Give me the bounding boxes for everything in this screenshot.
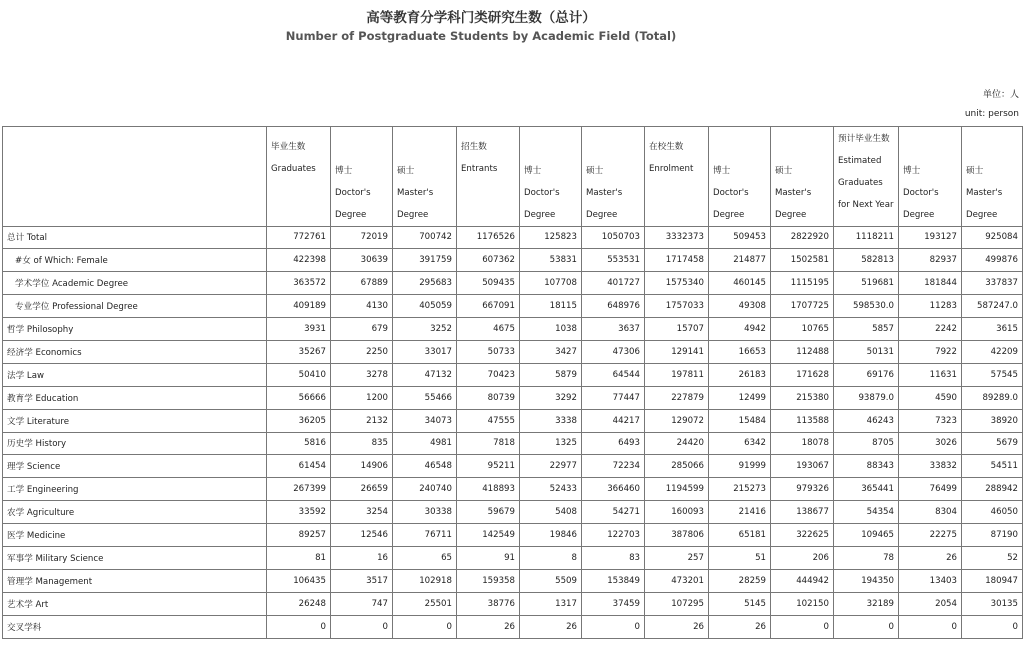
- table-cell: 129072: [645, 409, 709, 432]
- table-cell: 3517: [331, 569, 393, 592]
- table-cell: 227879: [645, 386, 709, 409]
- table-row: [3, 592, 1023, 615]
- table-cell: 69176: [834, 363, 899, 386]
- header-entrants-master: 硕士 Master's Degree: [582, 159, 645, 227]
- table-cell: 925084: [962, 226, 1023, 249]
- table-cell: 26: [899, 546, 962, 569]
- table-row: [3, 409, 1023, 432]
- table-cell: 54354: [834, 501, 899, 524]
- table-cell: 50410: [267, 363, 331, 386]
- table-cell: 240740: [393, 478, 457, 501]
- table-cell: 193067: [771, 455, 834, 478]
- table-cell: 607362: [457, 249, 520, 272]
- table-cell: 3332373: [645, 226, 709, 249]
- table-cell: 582813: [834, 249, 899, 272]
- table-cell: 107708: [520, 272, 582, 295]
- table-cell: 26248: [267, 592, 331, 615]
- table-cell: 81: [267, 546, 331, 569]
- table-cell: 0: [834, 615, 899, 638]
- table-cell: 44217: [582, 409, 645, 432]
- row-label: 经济学 Economics: [3, 340, 267, 363]
- table-cell: 772761: [267, 226, 331, 249]
- table-cell: 365441: [834, 478, 899, 501]
- table-cell: 4942: [709, 318, 771, 341]
- row-label: 医学 Medicine: [3, 524, 267, 547]
- table-cell: 53831: [520, 249, 582, 272]
- table-cell: 1200: [331, 386, 393, 409]
- header-enrolment-master: 硕士 Master's Degree: [771, 159, 834, 227]
- table-cell: 46548: [393, 455, 457, 478]
- table-cell: 67889: [331, 272, 393, 295]
- table-row: [3, 272, 1023, 295]
- table-cell: 50131: [834, 340, 899, 363]
- table-cell: 46050: [962, 501, 1023, 524]
- table-cell: 59679: [457, 501, 520, 524]
- row-label: 哲学 Philosophy: [3, 318, 267, 341]
- table-cell: 180947: [962, 569, 1023, 592]
- table-cell: 24420: [645, 432, 709, 455]
- table-row: [3, 386, 1023, 409]
- table-cell: 26659: [331, 478, 393, 501]
- header-enrolment-doctor: 博士 Doctor's Degree: [709, 159, 771, 227]
- table-cell: 76499: [899, 478, 962, 501]
- table-cell: 206: [771, 546, 834, 569]
- table-cell: 667091: [457, 295, 520, 318]
- page-title: 高等教育分学科门类研究生数（总计）: [366, 10, 596, 26]
- table-cell: 1176526: [457, 226, 520, 249]
- table-cell: 65: [393, 546, 457, 569]
- table-cell: 295683: [393, 272, 457, 295]
- table-cell: 13403: [899, 569, 962, 592]
- row-label: 法学 Law: [3, 363, 267, 386]
- header-next-master: 硕士 Master's Degree: [962, 159, 1023, 227]
- table-cell: 70423: [457, 363, 520, 386]
- table-cell: 1502581: [771, 249, 834, 272]
- row-label: 教育学 Education: [3, 386, 267, 409]
- table-row: [3, 524, 1023, 547]
- row-label: 艺术学 Art: [3, 592, 267, 615]
- page-subtitle: Number of Postgraduate Students by Academic Field (Total): [285, 29, 677, 43]
- table-cell: 19846: [520, 524, 582, 547]
- table-cell: 4590: [899, 386, 962, 409]
- table-cell: 8304: [899, 501, 962, 524]
- table-row: [3, 478, 1023, 501]
- table-cell: 32189: [834, 592, 899, 615]
- table-cell: 12546: [331, 524, 393, 547]
- table-cell: 835: [331, 432, 393, 455]
- table-cell: 28259: [709, 569, 771, 592]
- row-label: 学术学位 Academic Degree: [3, 272, 267, 295]
- table-cell: 3254: [331, 501, 393, 524]
- table-cell: 35267: [267, 340, 331, 363]
- row-label: #女 of Which: Female: [3, 249, 267, 272]
- table-cell: 88343: [834, 455, 899, 478]
- table-cell: 6342: [709, 432, 771, 455]
- table-cell: 1575340: [645, 272, 709, 295]
- table-cell: 4130: [331, 295, 393, 318]
- table-cell: 22275: [899, 524, 962, 547]
- postgraduate-stats-table: [2, 126, 1023, 639]
- table-cell: 197811: [645, 363, 709, 386]
- table-cell: 11283: [899, 295, 962, 318]
- table-cell: 679: [331, 318, 393, 341]
- table-cell: 61454: [267, 455, 331, 478]
- table-cell: 499876: [962, 249, 1023, 272]
- table-row: [3, 455, 1023, 478]
- table-cell: 38920: [962, 409, 1023, 432]
- header-graduates-master-top: [393, 127, 457, 159]
- row-label: 总计 Total: [3, 226, 267, 249]
- table-cell: 1115195: [771, 272, 834, 295]
- table-cell: 460145: [709, 272, 771, 295]
- table-row: [3, 432, 1023, 455]
- table-cell: 1194599: [645, 478, 709, 501]
- table-cell: 159358: [457, 569, 520, 592]
- table-cell: 3427: [520, 340, 582, 363]
- header-graduates-doctor-top: [331, 127, 393, 159]
- table-cell: 363572: [267, 272, 331, 295]
- table-cell: 509435: [457, 272, 520, 295]
- table-header: [3, 127, 1023, 227]
- table-cell: 3338: [520, 409, 582, 432]
- table-cell: 215273: [709, 478, 771, 501]
- table-cell: 322625: [771, 524, 834, 547]
- table-cell: 129141: [645, 340, 709, 363]
- table-cell: 337837: [962, 272, 1023, 295]
- table-cell: 21416: [709, 501, 771, 524]
- table-cell: 33832: [899, 455, 962, 478]
- header-next-doctor: 博士 Doctor's Degree: [899, 159, 962, 227]
- table-cell: 1038: [520, 318, 582, 341]
- table-cell: 6493: [582, 432, 645, 455]
- row-label: 工学 Engineering: [3, 478, 267, 501]
- header-graduates: 毕业生数 Graduates: [267, 127, 331, 227]
- table-cell: 16653: [709, 340, 771, 363]
- table-cell: 33592: [267, 501, 331, 524]
- table-cell: 26183: [709, 363, 771, 386]
- table-cell: 4981: [393, 432, 457, 455]
- table-cell: 37459: [582, 592, 645, 615]
- table-cell: 33017: [393, 340, 457, 363]
- table-cell: 215380: [771, 386, 834, 409]
- table-cell: 26: [520, 615, 582, 638]
- table-cell: 1325: [520, 432, 582, 455]
- header-field-cell: [3, 127, 267, 227]
- table-cell: 444942: [771, 569, 834, 592]
- table-cell: 91: [457, 546, 520, 569]
- table-cell: 366460: [582, 478, 645, 501]
- table-cell: 1707725: [771, 295, 834, 318]
- table-cell: 4675: [457, 318, 520, 341]
- table-cell: 7323: [899, 409, 962, 432]
- table-cell: 15484: [709, 409, 771, 432]
- table-cell: 30639: [331, 249, 393, 272]
- table-cell: 47555: [457, 409, 520, 432]
- table-cell: 16: [331, 546, 393, 569]
- table-cell: 102150: [771, 592, 834, 615]
- table-cell: 25501: [393, 592, 457, 615]
- table-cell: 509453: [709, 226, 771, 249]
- table-cell: 1757033: [645, 295, 709, 318]
- table-cell: 72234: [582, 455, 645, 478]
- table-cell: 18078: [771, 432, 834, 455]
- table-cell: 3252: [393, 318, 457, 341]
- table-cell: 418893: [457, 478, 520, 501]
- table-cell: 51: [709, 546, 771, 569]
- table-cell: 0: [331, 615, 393, 638]
- row-label: 文学 Literature: [3, 409, 267, 432]
- table-cell: 91999: [709, 455, 771, 478]
- table-cell: 113588: [771, 409, 834, 432]
- table-cell: 89289.0: [962, 386, 1023, 409]
- table-cell: 64544: [582, 363, 645, 386]
- table-cell: 112488: [771, 340, 834, 363]
- table-cell: 49308: [709, 295, 771, 318]
- table-cell: 22977: [520, 455, 582, 478]
- table-cell: 648976: [582, 295, 645, 318]
- table-cell: 193127: [899, 226, 962, 249]
- table-cell: 3615: [962, 318, 1023, 341]
- table-cell: 1118211: [834, 226, 899, 249]
- header-enrolment-master-top: [771, 127, 834, 159]
- table-cell: 7818: [457, 432, 520, 455]
- table-cell: 36205: [267, 409, 331, 432]
- table-cell: 587247.0: [962, 295, 1023, 318]
- table-cell: 3292: [520, 386, 582, 409]
- table-cell: 38776: [457, 592, 520, 615]
- table-cell: 5816: [267, 432, 331, 455]
- header-next-master-top: [962, 127, 1023, 159]
- table-cell: 214877: [709, 249, 771, 272]
- unit-label-en: unit: person: [964, 109, 1019, 119]
- table-row: [3, 546, 1023, 569]
- table-cell: 18115: [520, 295, 582, 318]
- table-cell: 5145: [709, 592, 771, 615]
- table-cell: 181844: [899, 272, 962, 295]
- table-row: [3, 295, 1023, 318]
- table-cell: 11631: [899, 363, 962, 386]
- table-cell: 125823: [520, 226, 582, 249]
- table-cell: 30135: [962, 592, 1023, 615]
- table-cell: 82937: [899, 249, 962, 272]
- header-enrolment: 在校生数 Enrolment: [645, 127, 709, 227]
- table-cell: 52433: [520, 478, 582, 501]
- table-cell: 422398: [267, 249, 331, 272]
- table-row: [3, 226, 1023, 249]
- table-cell: 257: [645, 546, 709, 569]
- row-label: 理学 Science: [3, 455, 267, 478]
- table-cell: 26: [645, 615, 709, 638]
- row-label: 交叉学科: [3, 615, 267, 638]
- table-cell: 1317: [520, 592, 582, 615]
- table-cell: 57545: [962, 363, 1023, 386]
- table-cell: 0: [962, 615, 1023, 638]
- header-next-year: 预计毕业生数 Estimated Graduates for Next Year: [834, 127, 899, 227]
- table-cell: 14906: [331, 455, 393, 478]
- row-label: 农学 Agriculture: [3, 501, 267, 524]
- table-cell: 7922: [899, 340, 962, 363]
- table-cell: 72019: [331, 226, 393, 249]
- table-row: [3, 340, 1023, 363]
- table-cell: 106435: [267, 569, 331, 592]
- table-cell: 56666: [267, 386, 331, 409]
- table-cell: 89257: [267, 524, 331, 547]
- table-cell: 553531: [582, 249, 645, 272]
- header-entrants-master-top: [582, 127, 645, 159]
- table-cell: 0: [899, 615, 962, 638]
- table-cell: 15707: [645, 318, 709, 341]
- table-cell: 700742: [393, 226, 457, 249]
- table-cell: 0: [582, 615, 645, 638]
- table-cell: 42209: [962, 340, 1023, 363]
- table-cell: 0: [771, 615, 834, 638]
- row-label: 管理学 Management: [3, 569, 267, 592]
- table-row: [3, 501, 1023, 524]
- table-cell: 2132: [331, 409, 393, 432]
- table-cell: 473201: [645, 569, 709, 592]
- row-label: 军事学 Military Science: [3, 546, 267, 569]
- table-cell: 34073: [393, 409, 457, 432]
- table-cell: 102918: [393, 569, 457, 592]
- table-cell: 55466: [393, 386, 457, 409]
- table-cell: 77447: [582, 386, 645, 409]
- table-cell: 87190: [962, 524, 1023, 547]
- table-row: [3, 249, 1023, 272]
- table-cell: 391759: [393, 249, 457, 272]
- table-row: [3, 363, 1023, 386]
- table-cell: 52: [962, 546, 1023, 569]
- table-row: [3, 615, 1023, 638]
- table-cell: 194350: [834, 569, 899, 592]
- table-cell: 387806: [645, 524, 709, 547]
- table-cell: 401727: [582, 272, 645, 295]
- table-cell: 5509: [520, 569, 582, 592]
- table-cell: 47132: [393, 363, 457, 386]
- table-cell: 2250: [331, 340, 393, 363]
- table-cell: 109465: [834, 524, 899, 547]
- table-row: [3, 569, 1023, 592]
- table-cell: 171628: [771, 363, 834, 386]
- header-enrolment-doctor-top: [709, 127, 771, 159]
- table-cell: 95211: [457, 455, 520, 478]
- header-entrants: 招生数 Entrants: [457, 127, 520, 227]
- table-body: [3, 226, 1023, 638]
- table-cell: 5679: [962, 432, 1023, 455]
- table-cell: 83: [582, 546, 645, 569]
- table-cell: 10765: [771, 318, 834, 341]
- table-cell: 3931: [267, 318, 331, 341]
- table-cell: 409189: [267, 295, 331, 318]
- table-cell: 405059: [393, 295, 457, 318]
- table-cell: 5879: [520, 363, 582, 386]
- header-graduates-master: 硕士 Master's Degree: [393, 159, 457, 227]
- table-cell: 50733: [457, 340, 520, 363]
- header-entrants-doctor-top: [520, 127, 582, 159]
- table-cell: 0: [267, 615, 331, 638]
- table-cell: 267399: [267, 478, 331, 501]
- table-cell: 122703: [582, 524, 645, 547]
- table-cell: 3637: [582, 318, 645, 341]
- table-cell: 747: [331, 592, 393, 615]
- unit-label-zh: 单位：人: [982, 90, 1019, 100]
- table-cell: 26: [709, 615, 771, 638]
- table-cell: 54511: [962, 455, 1023, 478]
- table-cell: 1050703: [582, 226, 645, 249]
- table-cell: 2054: [899, 592, 962, 615]
- table-cell: 12499: [709, 386, 771, 409]
- table-cell: 2822920: [771, 226, 834, 249]
- header-next-doctor-top: [899, 127, 962, 159]
- table-cell: 93879.0: [834, 386, 899, 409]
- row-label: 历史学 History: [3, 432, 267, 455]
- table-cell: 26: [457, 615, 520, 638]
- table-cell: 3026: [899, 432, 962, 455]
- table-cell: 138677: [771, 501, 834, 524]
- table-cell: 5408: [520, 501, 582, 524]
- header-graduates-doctor: 博士 Doctor's Degree: [331, 159, 393, 227]
- table-cell: 0: [393, 615, 457, 638]
- table-cell: 2242: [899, 318, 962, 341]
- table-cell: 160093: [645, 501, 709, 524]
- table-cell: 46243: [834, 409, 899, 432]
- table-cell: 65181: [709, 524, 771, 547]
- table-cell: 78: [834, 546, 899, 569]
- table-cell: 519681: [834, 272, 899, 295]
- table-cell: 142549: [457, 524, 520, 547]
- table-cell: 598530.0: [834, 295, 899, 318]
- table-cell: 3278: [331, 363, 393, 386]
- table-cell: 8705: [834, 432, 899, 455]
- table-cell: 107295: [645, 592, 709, 615]
- table-cell: 153849: [582, 569, 645, 592]
- table-cell: 80739: [457, 386, 520, 409]
- table-cell: 54271: [582, 501, 645, 524]
- table-row: [3, 318, 1023, 341]
- table-cell: 1717458: [645, 249, 709, 272]
- table-cell: 76711: [393, 524, 457, 547]
- table-cell: 5857: [834, 318, 899, 341]
- header-entrants-doctor: 博士 Doctor's Degree: [520, 159, 582, 227]
- table-cell: 8: [520, 546, 582, 569]
- table-cell: 979326: [771, 478, 834, 501]
- row-label: 专业学位 Professional Degree: [3, 295, 267, 318]
- table-cell: 30338: [393, 501, 457, 524]
- table-cell: 285066: [645, 455, 709, 478]
- table-cell: 47306: [582, 340, 645, 363]
- table-cell: 288942: [962, 478, 1023, 501]
